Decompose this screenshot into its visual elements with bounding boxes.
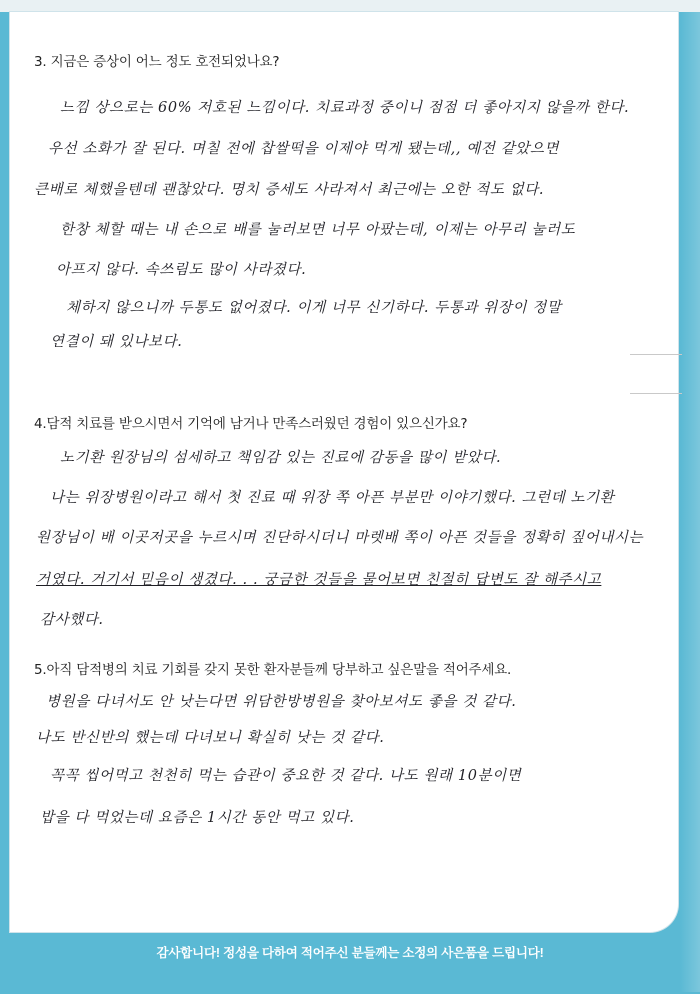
survey-sheet <box>10 12 678 932</box>
question-3-prompt: 3. 지금은 증상이 어느 정도 호전되었나요? <box>34 54 280 70</box>
answer-4-line-1: 노기환 원장님의 섬세하고 책임감 있는 진료에 감동을 많이 받았다. <box>60 450 502 466</box>
answer-5-line-4: 밥을 다 먹었는데 요즘은 1시간 동안 먹고 있다. <box>40 810 355 826</box>
answer-4-line-5: 감사했다. <box>40 612 104 628</box>
answer-4-line-3: 원장님이 배 이곳저곳을 누르시며 진단하시더니 마렛배 쪽이 아픈 것들을 정확히 짚어내시는 <box>36 530 644 546</box>
faint-divider <box>630 393 682 394</box>
answer-3-line-4: 한창 체할 때는 내 손으로 배를 눌러보면 너무 아팠는데, 이제는 아무리 눌러도 <box>60 222 576 238</box>
top-strip <box>0 0 700 12</box>
answer-3-line-2: 우선 소화가 잘 된다. 며칠 전에 찹쌀떡을 이제야 먹게 됐는데,, 예전 같았으면 <box>48 141 560 157</box>
question-5-prompt: 5.아직 담적병의 치료 기회를 갖지 못한 환자분들께 당부하고 싶은말을 적어주세요. <box>34 662 512 678</box>
answer-5-line-1: 병원을 다녀서도 안 낫는다면 위담한방병원을 찾아보셔도 좋을 것 같다. <box>46 694 517 710</box>
answer-4-line-4: 거였다. 거기서 믿음이 생겼다. . . 궁금한 것들을 물어보면 친절히 답변도 잘 해주시고 <box>36 572 602 588</box>
answer-5-line-2: 나도 반신반의 했는데 다녀보니 확실히 낫는 것 같다. <box>36 730 385 746</box>
answer-3-line-7: 연결이 돼 있나보다. <box>50 334 183 350</box>
question-4-prompt: 4.담적 치료를 받으시면서 기억에 남거나 만족스러웠던 경험이 있으신가요? <box>34 416 468 432</box>
answer-3-line-6: 체하지 않으니까 두통도 없어졌다. 이게 너무 신기하다. 두통과 위장이 정말 <box>66 300 562 316</box>
answer-5-line-3: 꼭꼭 씹어먹고 천천히 먹는 습관이 중요한 것 같다. 나도 원래 10분이면 <box>50 768 522 784</box>
answer-3-line-5: 아프지 않다. 속쓰림도 많이 사라졌다. <box>56 262 307 278</box>
footer-thank-you-banner: 감사합니다! 정성을 다하여 적어주신 분들께는 소정의 사은품을 드립니다! <box>156 946 544 960</box>
answer-3-line-1: 느낌 상으로는 60% 저호된 느낌이다. 치료과정 중이니 점점 더 좋아지지 않을까 한다. <box>60 100 630 116</box>
answer-3-line-3: 큰배로 체했을텐데 괜찮았다. 명치 증세도 사라져서 최근에는 오한 적도 없다. <box>34 182 545 198</box>
faint-divider <box>630 354 682 355</box>
answer-4-line-2: 나는 위장병원이라고 해서 첫 진료 때 위장 쪽 아픈 부분만 이야기했다. 그런데 노기환 <box>50 490 615 506</box>
frame-right-edge <box>680 12 700 992</box>
